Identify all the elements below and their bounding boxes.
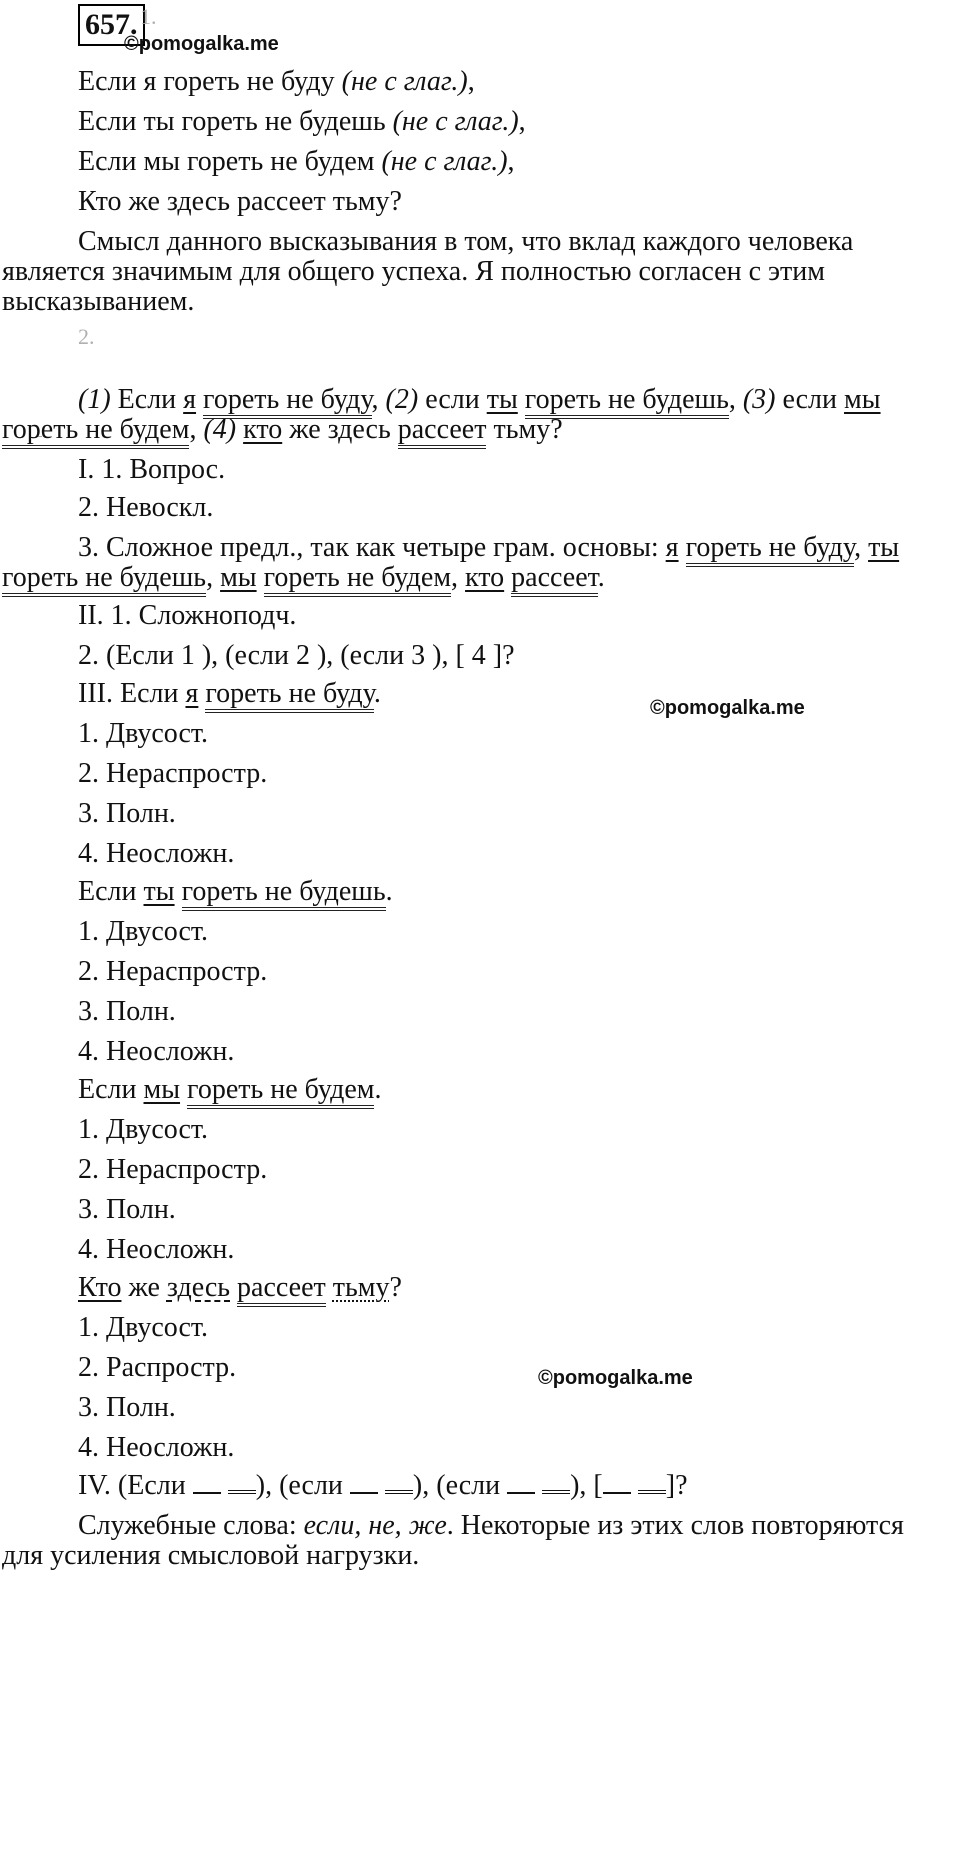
poem-line-4: Кто же здесь рассеет тьму? xyxy=(78,186,402,217)
clause-2-heading: Если ты гореть не будешь. xyxy=(78,874,393,910)
item-i-3-line-1: 3. Сложное предл., так как четыре грам. основы: я гореть не буду, ты xyxy=(78,530,899,566)
clause-4-item-4: 4. Неосложн. xyxy=(78,1432,235,1463)
clause-2-item-3: 3. Полн. xyxy=(78,996,176,1027)
clause-4-item-1: 1. Двусост. xyxy=(78,1312,209,1343)
clause-2-item-2: 2. Нераспростр. xyxy=(78,956,268,987)
meaning-line-1: Смысл данного высказывания в том, что вклад каждого человека xyxy=(78,226,854,257)
clause-3-item-2: 2. Нераспростр. xyxy=(78,1154,268,1185)
clause-1-heading: III. Если я гореть не буду. xyxy=(78,676,381,712)
watermark-middle: ©pomogalka.me xyxy=(650,697,805,719)
exercise-number: 657. xyxy=(78,4,145,46)
clause-3-item-1: 1. Двусост. xyxy=(78,1114,209,1145)
clause-1-item-1: 1. Двусост. xyxy=(78,718,209,749)
clause-4-heading: Кто же здесь рассеет тьму? xyxy=(78,1270,402,1306)
clause-3-item-4: 4. Неосложн. xyxy=(78,1234,235,1265)
clause-2-item-4: 4. Неосложн. xyxy=(78,1036,235,1067)
clause-2-item-1: 1. Двусост. xyxy=(78,916,209,947)
part-2-label: 2. xyxy=(78,324,95,349)
item-ii-1: II. 1. Сложноподч. xyxy=(78,600,297,631)
clause-1-item-2: 2. Нераспростр. xyxy=(78,758,268,789)
poem-line-3: Если мы гореть не будем (не с глаг.), xyxy=(78,146,515,177)
item-iv-scheme: IV. (Если ), (если ), (если ), [ ]? xyxy=(78,1470,688,1501)
poem-line-2: Если ты гореть не будешь (не с глаг.), xyxy=(78,106,526,137)
item-ii-2: 2. (Если 1 ), (если 2 ), (если 3 ), [ 4 ]? xyxy=(78,640,515,671)
part-1-label: 1. xyxy=(140,4,157,29)
poem-line-1: Если я гореть не буду (не с глаг.), xyxy=(78,66,475,97)
clause-1-item-4: 4. Неосложн. xyxy=(78,838,235,869)
watermark-top: ©pomogalka.me xyxy=(124,33,279,55)
meaning-line-2: является значимым для общего успеха. Я полностью согласен с этим xyxy=(2,256,825,287)
analysis-line-2: гореть не будем, (4) кто же здесь рассеет тьму? xyxy=(2,412,563,448)
clause-3-heading: Если мы гореть не будем. xyxy=(78,1072,381,1108)
analysis-line-1: (1) Если я гореть не буду, (2) если ты гореть не будешь, (3) если мы xyxy=(78,382,881,418)
service-words-line-1: Служебные слова: если, не, же. Некоторые из этих слов повторяются xyxy=(78,1510,904,1541)
item-i-3-line-2: гореть не будешь, мы гореть не будем, кто рассеет. xyxy=(2,560,605,596)
item-i-1: I. 1. Вопрос. xyxy=(78,454,226,485)
clause-1-item-3: 3. Полн. xyxy=(78,798,176,829)
service-words-line-2: для усиления смысловой нагрузки. xyxy=(2,1540,420,1571)
clause-4-item-2: 2. Распростр. xyxy=(78,1352,237,1383)
item-i-2: 2. Невоскл. xyxy=(78,492,214,523)
watermark-bottom: ©pomogalka.me xyxy=(538,1367,693,1389)
clause-3-item-3: 3. Полн. xyxy=(78,1194,176,1225)
meaning-line-3: высказыванием. xyxy=(2,286,195,317)
clause-4-item-3: 3. Полн. xyxy=(78,1392,176,1423)
